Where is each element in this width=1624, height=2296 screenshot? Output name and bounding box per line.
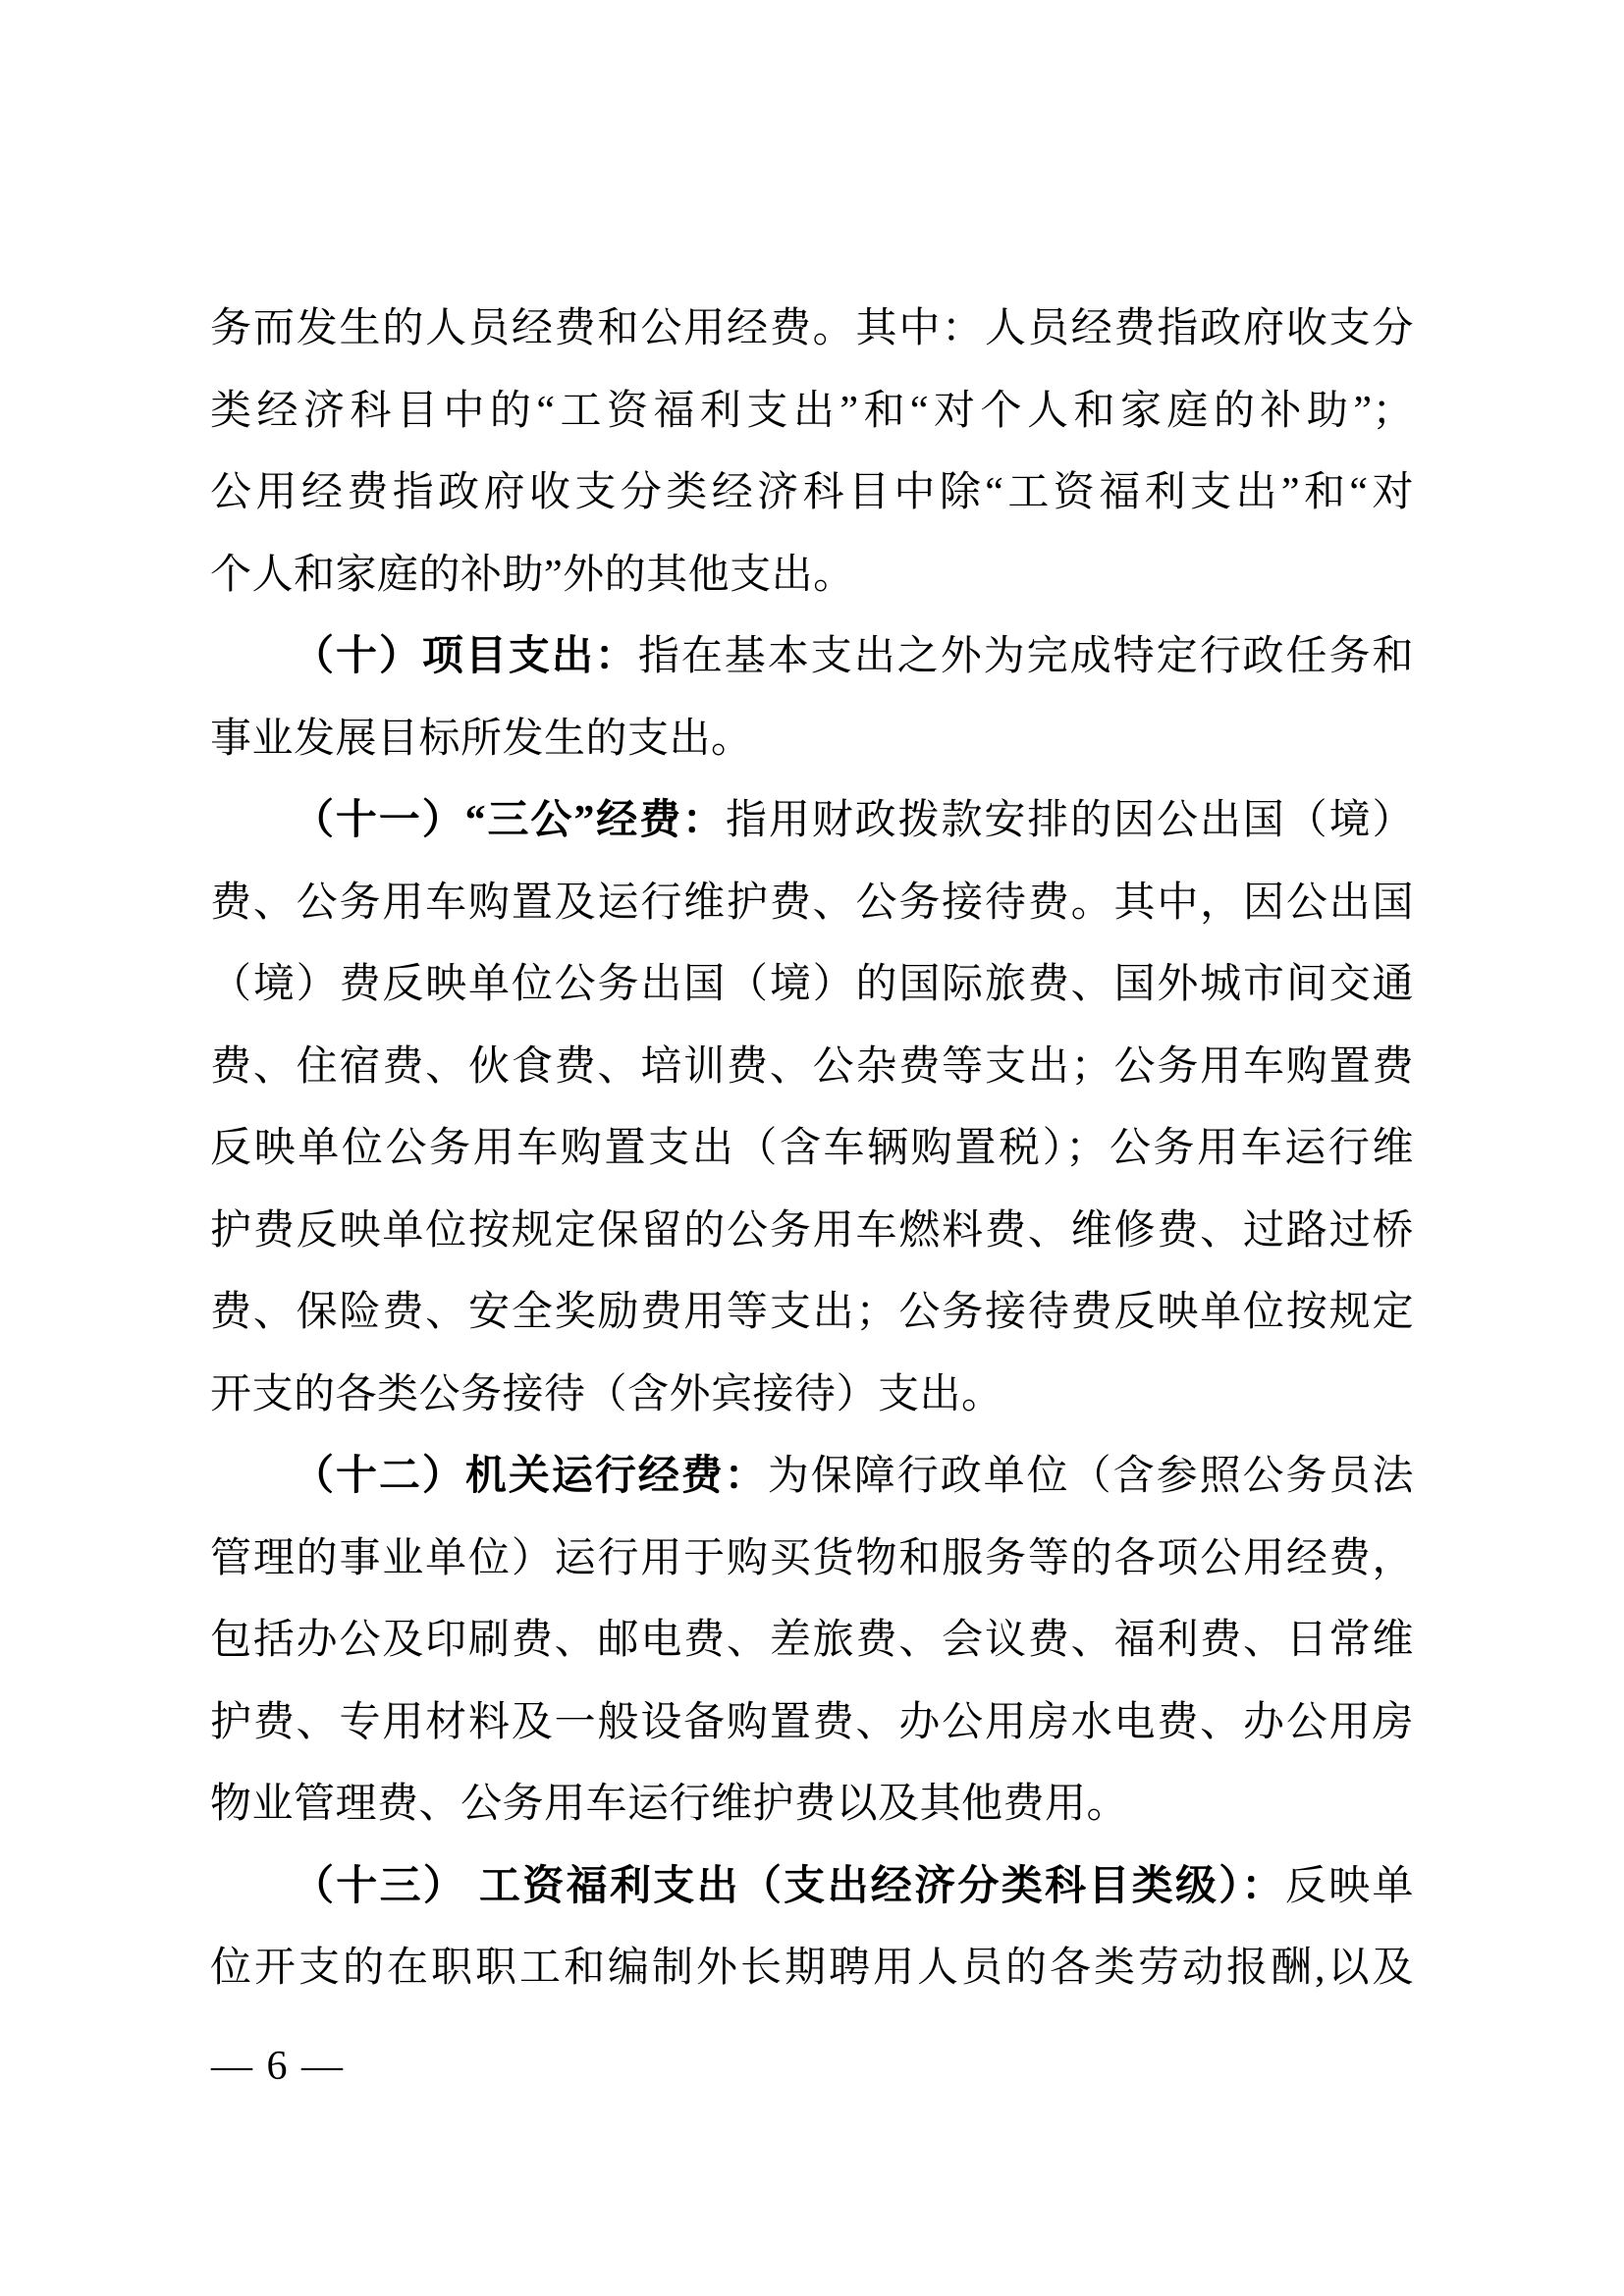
text-line — [210, 1191, 1414, 1273]
text-line — [210, 1436, 1414, 1519]
text-line — [210, 1846, 1414, 1929]
text-line — [210, 616, 1414, 699]
text-line — [210, 699, 1414, 781]
line-text: 指用财政拨款安排的因公出国（境） — [725, 798, 1414, 843]
line-text: 护费、专用材料及一般设备购置费、办公用房水电费、办公用房 — [210, 1699, 1414, 1745]
text-line — [210, 1682, 1414, 1765]
text-line — [210, 1355, 1414, 1437]
line-text: 管理的事业单位）运行用于购买货物和服务等的各项公用经费， — [210, 1535, 1414, 1581]
line-text: 物业管理费、公务用车运行维护费以及其他费用。 — [210, 1782, 1129, 1827]
line-text: 公用经费指政府收支分类经济科目中除“工资福利支出”和“对 — [210, 470, 1414, 515]
line-text: 类经济科目中的“工资福利支出”和“对个人和家庭的补助”； — [210, 388, 1414, 434]
text-line — [210, 1928, 1414, 2010]
line-text: （境）费反映单位公务出国（境）的国际旅费、国外城市间交通 — [210, 962, 1414, 1007]
line-text: 个人和家庭的补助”外的其他支出。 — [210, 552, 855, 598]
text-line — [210, 1272, 1414, 1355]
text-line — [210, 944, 1414, 1027]
text-block — [210, 289, 1414, 2010]
line-text: 反映单 — [1284, 1863, 1414, 1909]
paragraph-lead-bold: （十）项目支出： — [293, 634, 638, 679]
line-text: 为保障行政单位（含参照公务员法 — [767, 1454, 1414, 1499]
line-text: 位开支的在职职工和编制外长期聘用人员的各类劳动报酬,以及 — [210, 1946, 1414, 1991]
text-line — [210, 780, 1414, 863]
line-text: 开支的各类公务接待（含外宾接待）支出。 — [210, 1371, 1003, 1417]
text-line — [210, 289, 1414, 371]
line-text: 事业发展目标所发生的支出。 — [210, 716, 753, 762]
text-line — [210, 1600, 1414, 1682]
paragraph-lead-bold: （十一）“三公”经费： — [293, 798, 726, 843]
text-line — [210, 863, 1414, 945]
page-number: — 6 — — [211, 2044, 345, 2089]
text-line — [210, 371, 1414, 454]
paragraph-lead-bold: （十三） 工资福利支出（支出经济分类科目类级）： — [293, 1863, 1285, 1909]
line-text: 费、住宿费、伙食费、培训费、公杂费等支出；公务用车购置费 — [210, 1043, 1414, 1090]
line-text: 反映单位公务用车购置支出（含车辆购置税）；公务用车运行维 — [210, 1126, 1414, 1171]
line-text: 指在基本支出之外为完成特定行政任务和 — [637, 634, 1414, 679]
text-line — [210, 453, 1414, 535]
line-text: 务而发生的人员经费和公用经费。其中：人员经费指政府收支分 — [210, 306, 1414, 351]
line-text: 包括办公及印刷费、邮电费、差旅费、会议费、福利费、日常维 — [210, 1618, 1414, 1663]
line-text: 费、保险费、安全奖励费用等支出；公务接待费反映单位按规定 — [210, 1290, 1414, 1335]
line-text: 护费反映单位按规定保留的公务用车燃料费、维修费、过路过桥 — [210, 1207, 1414, 1254]
text-line — [210, 1764, 1414, 1846]
text-line — [210, 535, 1414, 617]
text-line — [210, 1108, 1414, 1191]
text-line — [210, 1027, 1414, 1109]
paragraph-lead-bold: （十二）机关运行经费： — [293, 1454, 768, 1499]
line-text: 费、公务用车购置及运行维护费、公务接待费。其中，因公出国 — [210, 880, 1414, 926]
text-line — [210, 1519, 1414, 1601]
